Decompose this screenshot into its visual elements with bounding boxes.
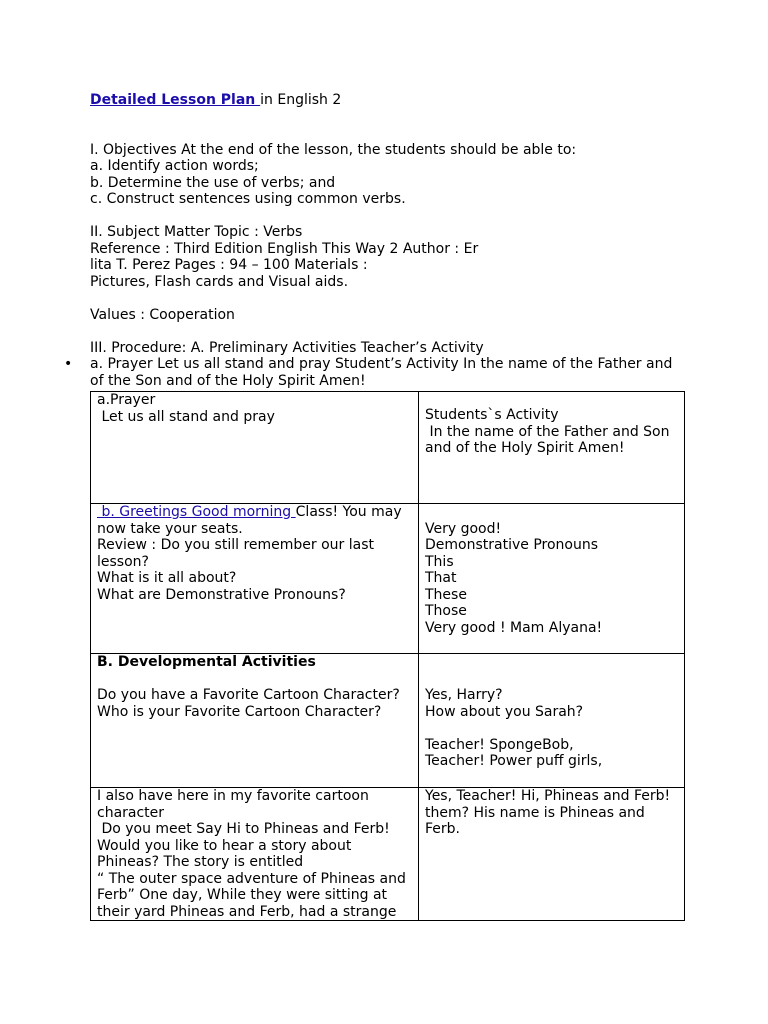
teacher-cell [91, 788, 419, 921]
subject-matter-line: Reference : Third Edition English This Way 2 Author : Er [90, 240, 479, 257]
cell-line: character [97, 804, 165, 821]
cell-line: their yard Phineas and Ferb, had a strange [97, 903, 397, 920]
cell-line: Do you have a Favorite Cartoon Character? [97, 687, 400, 703]
objective-item: a. Identify action words; [90, 158, 259, 174]
cell-line: In the name of the Father and Son [425, 423, 670, 440]
cell-line: Let us all stand and pray [97, 408, 275, 425]
procedure-table [90, 391, 685, 921]
cell-line: Very good! [425, 520, 502, 537]
cell-line: Very good ! Mam Alyana! [425, 619, 603, 636]
cell-line: Review : Do you still remember our last [97, 537, 374, 553]
cell-line: Who is your Favorite Cartoon Character? [97, 703, 382, 720]
cell-line: Students`s Activity [425, 407, 559, 423]
procedure-heading: III. Procedure: A. Preliminary Activities Teacher’s Activity [90, 339, 484, 356]
bullet-text-line: a. Prayer Let us all stand and pray Student’s Activity In the name of the Father and [90, 356, 673, 372]
student-cell [419, 504, 685, 654]
procedure-bullet-item [64, 356, 690, 389]
cell-line: How about you Sarah? [425, 703, 584, 720]
cell-line: Yes, Harry? [425, 687, 503, 703]
cell-line: now take your seats. [97, 520, 243, 537]
cell-line: lesson? [97, 553, 149, 570]
objective-item: b. Determine the use of verbs; and [90, 174, 336, 191]
bullet-icon: • [64, 356, 73, 372]
subject-matter-line: Pictures, Flash cards and Visual aids. [90, 273, 349, 290]
table-row [91, 504, 685, 654]
cell-line: “ The outer space adventure of Phineas and [97, 870, 406, 887]
cell-line: a.Prayer [97, 392, 156, 408]
teacher-cell [91, 392, 419, 504]
cell-line: Ferb. [425, 821, 460, 837]
greetings-link[interactable]: b. Greetings Good morning [97, 504, 296, 520]
table-row [91, 654, 685, 788]
cell-line: Yes, Teacher! Hi, Phineas and Ferb! [425, 788, 671, 804]
subject-matter-line: II. Subject Matter Topic : Verbs [90, 224, 303, 240]
document-title [90, 92, 690, 109]
cell-line: These [425, 586, 467, 603]
cell-line: Those [425, 603, 467, 619]
cell-line: What are Demonstrative Pronouns? [97, 586, 346, 603]
cell-line: Teacher! Power puff girls, [425, 753, 603, 769]
values-line: Values : Cooperation [90, 306, 235, 323]
teacher-cell [91, 504, 419, 654]
title-link[interactable]: Detailed Lesson Plan [90, 92, 261, 108]
cell-line: Do you meet Say Hi to Phineas and Ferb! [97, 821, 390, 837]
cell-line: This [425, 553, 454, 570]
title-suffix: in English 2 [260, 92, 342, 108]
objective-item: c. Construct sentences using common verbs. [90, 191, 406, 207]
student-cell [419, 392, 685, 504]
cell-line [97, 504, 412, 521]
document-body [64, 0, 690, 389]
cell-line: Would you like to hear a story about [97, 837, 352, 854]
objectives-heading: I. Objectives At the end of the lesson, the students should be able to: [90, 141, 577, 158]
table-row [91, 788, 685, 921]
cell-line: I also have here in my favorite cartoon [97, 788, 369, 804]
cell-line: Teacher! SpongeBob, [425, 736, 574, 753]
cell-line: them? His name is Phineas and [425, 804, 645, 821]
subject-matter-line: lita T. Perez Pages : 94 – 100 Materials : [90, 257, 368, 273]
greetings-suffix: Class! You may [295, 504, 402, 520]
table-row [91, 392, 685, 504]
bullet-text-line: of the Son and of the Holy Spirit Amen! [90, 372, 366, 389]
student-cell [419, 654, 685, 788]
cell-line: Demonstrative Pronouns [425, 537, 599, 553]
cell-line: Ferb” One day, While they were sitting at [97, 887, 388, 903]
student-cell [419, 788, 685, 921]
cell-line: Phineas? The story is entitled [97, 854, 304, 870]
developmental-heading: B. Developmental Activities [97, 654, 316, 670]
teacher-cell [91, 654, 419, 788]
cell-line: What is it all about? [97, 570, 237, 586]
cell-line: That [425, 570, 457, 586]
cell-line: and of the Holy Spirit Amen! [425, 440, 625, 456]
